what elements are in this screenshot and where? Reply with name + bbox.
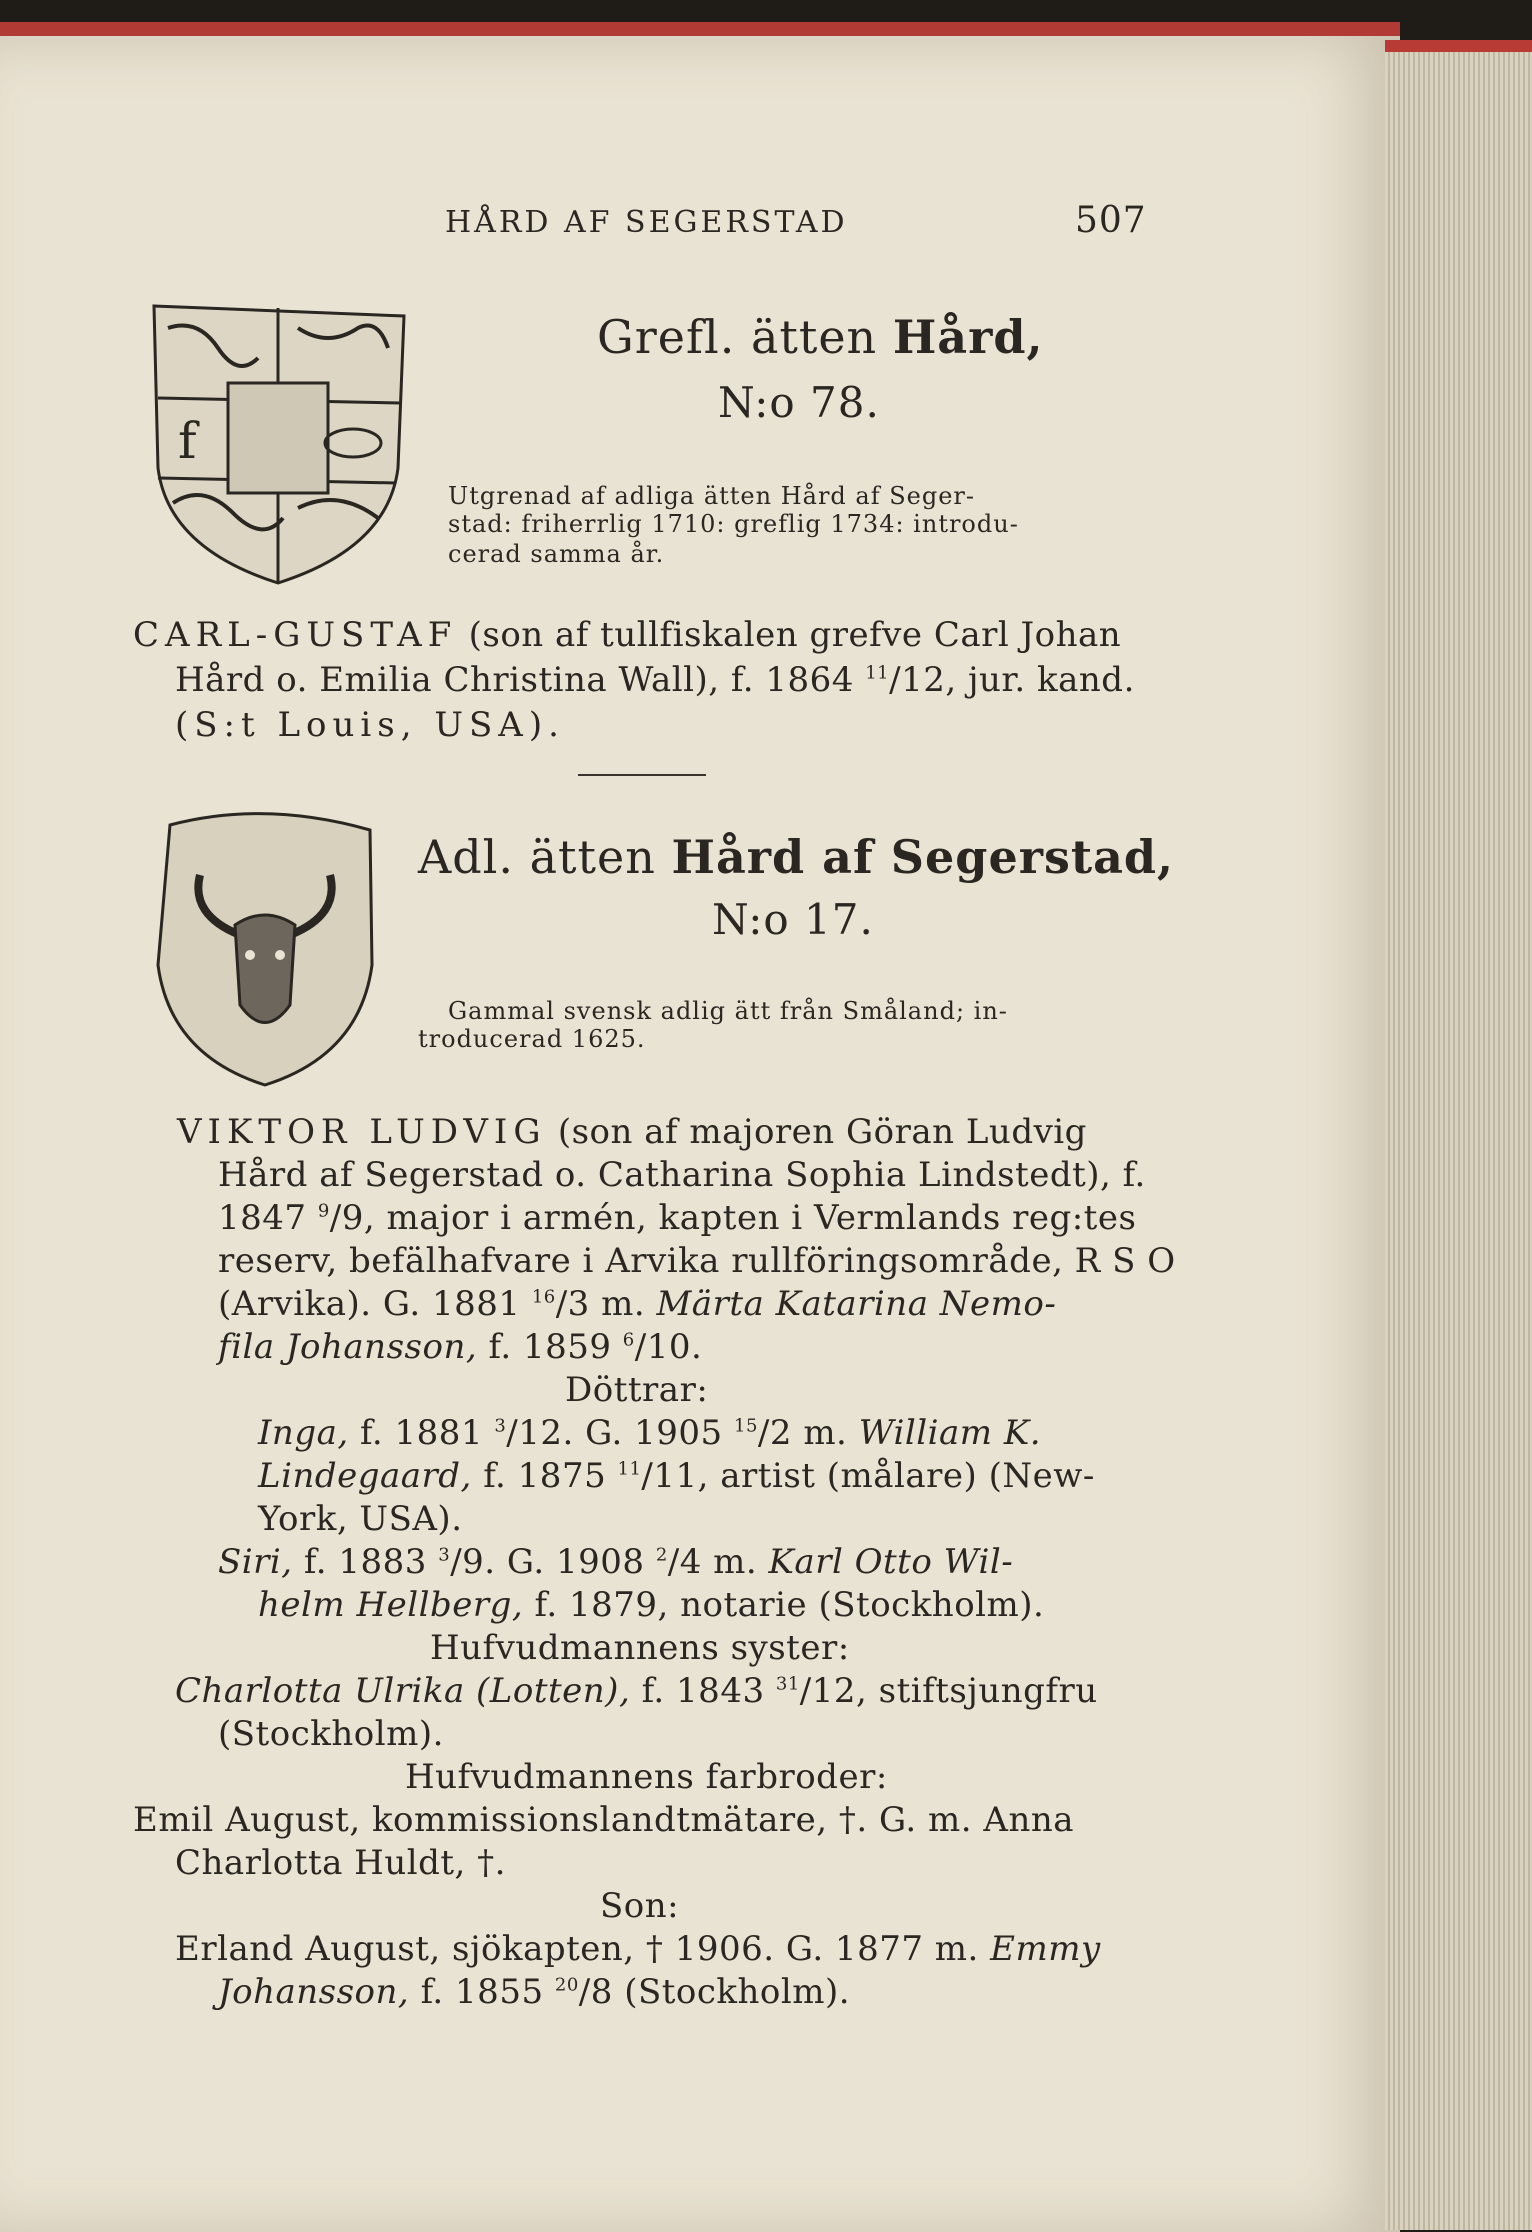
son-line-1 [175,1929,1101,1969]
uncle-line-1: Emil August, kommissionslandtmätare, †. G. m. Anna [133,1800,1075,1840]
viktor-line-6 [218,1327,702,1367]
running-header: HÅRD AF SEGERSTAD [445,205,848,240]
date-sup: 11 [617,1458,642,1480]
coat-of-arms-adl-icon [140,805,390,1095]
entry-text: /12, stiftsjungfru [799,1671,1098,1711]
entry-text: /10. [634,1327,703,1367]
entry-text: /4 m. [667,1542,758,1582]
heading-farbroder: Hufvudmannens farbroder: [405,1757,888,1797]
entry-text: (son af tullfiskalen grefve Carl Johan [468,615,1122,655]
page-edges [1385,40,1532,2230]
intro-line-2: stad: friherrlig 1710: greflig 1734: introdu- [448,510,1019,538]
entry-text: f. 1855 [420,1972,544,2012]
carl-gustaf-line-1 [133,615,1121,655]
inga-line-3: York, USA). [258,1499,463,1539]
spouse-name: Emmy [990,1929,1101,1969]
date-sup: 31 [775,1673,800,1695]
date-sup: 3 [438,1544,451,1566]
sister-line-2: (Stockholm). [218,1714,444,1754]
divider [578,774,706,776]
intro-line-3: cerad samma år. [448,540,665,568]
entry-text: f. 1843 [641,1671,765,1711]
entry-text: /11, artist (målare) (New- [641,1456,1095,1496]
entry-text: f. 1879, notarie (Stockholm). [534,1585,1045,1625]
viktor-line-5 [218,1284,1056,1324]
heading-dottrar: Döttrar: [565,1370,709,1410]
siri-line-1 [218,1542,1013,1582]
entry-text: (son af majoren Göran Ludvig [557,1112,1087,1152]
family-title-grefl [597,310,1044,364]
entry-text: Hård o. Emilia Christina Wall), f. 1864 [175,660,854,700]
spouse-name: Märta Katarina Nemo- [656,1284,1057,1324]
intro2-line-1: Gammal svensk adlig ätt från Småland; in- [448,997,1008,1025]
date-sup: 3 [494,1415,507,1437]
spouse-name: fila Johansson, [218,1327,478,1367]
entry-name: CARL-GUSTAF [133,615,458,655]
siri-line-2 [258,1585,1044,1625]
entry-text: f. 1859 [488,1327,612,1367]
date-sup: 6 [622,1329,635,1351]
spouse-name: William K. [858,1413,1042,1453]
carl-gustaf-line-3: (S:t Louis, USA). [175,705,565,745]
coat-of-arms-grefl-icon [148,298,410,588]
entry-text: f. 1883 [303,1542,427,1582]
family-number-adl: N:o 17. [712,895,874,944]
person-name: Inga, [258,1413,349,1453]
viktor-line-2: Hård af Segerstad o. Catharina Sophia Lindstedt), f. [218,1155,1146,1195]
spouse-name: Karl Otto Wil- [768,1542,1014,1582]
entry-text: 1847 [218,1198,307,1238]
entry-text: f. 1881 [359,1413,483,1453]
son-line-2 [218,1972,850,2012]
title-name: Hård af Segerstad, [671,830,1175,884]
person-name: Charlotta Ulrika (Lotten), [175,1671,631,1711]
spouse-name: Johansson, [218,1972,410,2012]
entry-name: VIKTOR LUDVIG [177,1112,547,1152]
title-prefix: Adl. ätten [418,830,656,884]
entry-text: /12, jur. kand. [889,660,1135,700]
heading-son: Son: [600,1886,680,1926]
date-sup: 15 [734,1415,758,1437]
date-sup: 16 [531,1286,556,1308]
title-prefix: Grefl. ätten [597,310,878,364]
entry-text: (Arvika). G. 1881 [218,1284,521,1324]
inga-line-1 [258,1413,1041,1453]
entry-text: /3 m. [555,1284,646,1324]
person-name: Siri, [218,1542,293,1582]
viktor-line-1 [177,1112,1087,1152]
date-sup: 20 [554,1974,579,1996]
sister-line-1 [175,1671,1098,1711]
intro2-line-2: troducerad 1625. [418,1025,646,1053]
title-name: Hård, [892,310,1044,364]
inga-line-2 [258,1456,1095,1496]
date-sup: 11 [865,662,890,684]
entry-text: /12. G. 1905 [506,1413,723,1453]
family-title-adl [418,830,1174,884]
entry-text: /2 m. [757,1413,848,1453]
entry-text: /9, major i armén, kapten i Vermlands reg:tes [329,1198,1137,1238]
heading-syster: Hufvudmannens syster: [430,1628,850,1668]
page-number: 507 [1075,200,1147,241]
intro-line-1: Utgrenad af adliga ätten Hård af Seger- [448,482,976,510]
svg-text:f: f [178,412,197,470]
family-number: N:o 78. [718,378,880,427]
spouse-name: Lindegaard, [258,1456,472,1496]
entry-text: /9. G. 1908 [450,1542,645,1582]
date-sup: 2 [655,1544,668,1566]
viktor-line-3 [218,1198,1136,1238]
spouse-name: helm Hellberg, [258,1585,524,1625]
uncle-line-2: Charlotta Huldt, †. [175,1843,506,1883]
entry-text: Erland August, sjökapten, † 1906. G. 1877 m. [175,1929,979,1969]
carl-gustaf-line-2 [175,660,1135,700]
entry-text: /8 (Stockholm). [578,1972,851,2012]
viktor-line-4: reserv, befälhafvare i Arvika rullföringsområde, R S O [218,1241,1176,1281]
date-sup: 9 [317,1200,330,1222]
entry-text: f. 1875 [483,1456,607,1496]
